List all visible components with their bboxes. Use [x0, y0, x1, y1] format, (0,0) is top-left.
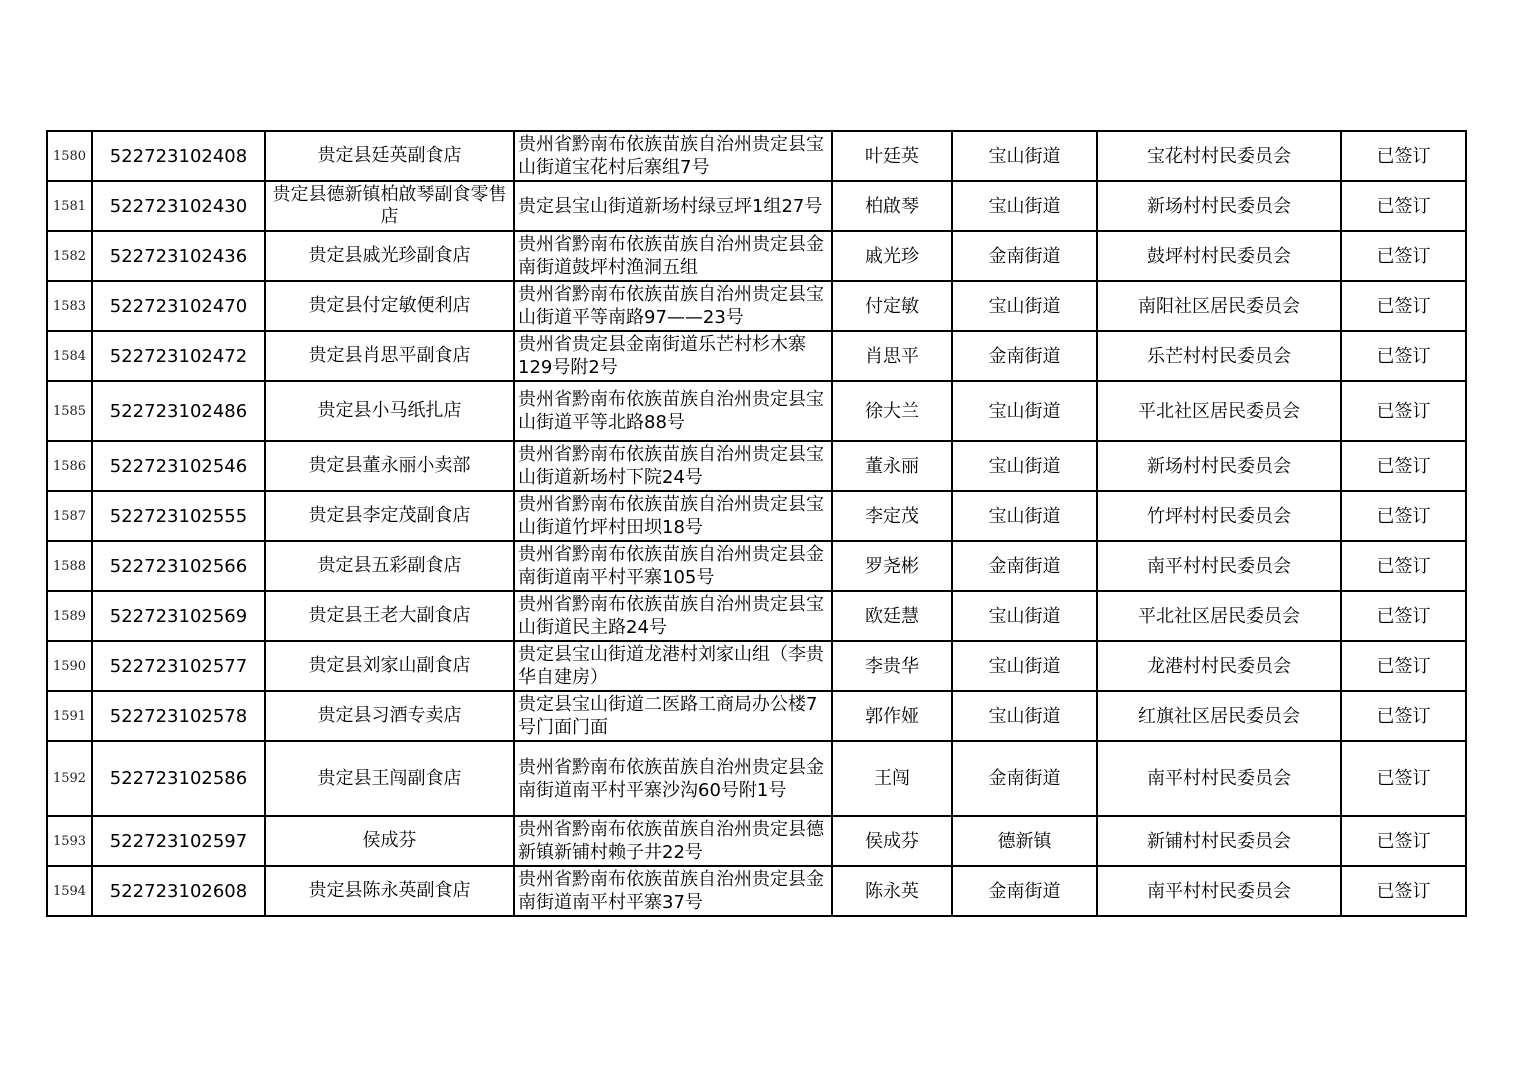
table-row	[47, 381, 1466, 441]
table-row	[47, 441, 1466, 491]
table-row	[47, 331, 1466, 381]
committee-cell: 龙港村村民委员会	[1097, 641, 1341, 691]
table-row	[47, 641, 1466, 691]
street-cell: 宝山街道	[952, 181, 1097, 231]
street-cell: 宝山街道	[952, 131, 1097, 181]
code-cell: 522723102486	[92, 381, 265, 441]
sequence-cell: 1582	[47, 231, 92, 281]
address-cell: 贵定县宝山街道新场村绿豆坪1组27号	[514, 181, 832, 231]
store-name-cell: 贵定县肖思平副食店	[265, 331, 514, 381]
committee-cell: 新铺村村民委员会	[1097, 816, 1341, 866]
street-cell: 宝山街道	[952, 491, 1097, 541]
person-cell: 徐大兰	[832, 381, 952, 441]
address-cell: 贵定县宝山街道龙港村刘家山组（李贵华自建房）	[514, 641, 832, 691]
sequence-cell: 1594	[47, 866, 92, 916]
person-cell: 李贵华	[832, 641, 952, 691]
committee-cell: 平北社区居民委员会	[1097, 381, 1341, 441]
sequence-cell: 1581	[47, 181, 92, 231]
status-cell: 已签订	[1341, 331, 1466, 381]
table-row	[47, 816, 1466, 866]
table-row	[47, 741, 1466, 816]
person-cell: 王闯	[832, 741, 952, 816]
committee-cell: 南平村村民委员会	[1097, 541, 1341, 591]
committee-cell: 新场村村民委员会	[1097, 441, 1341, 491]
street-cell: 金南街道	[952, 331, 1097, 381]
sequence-cell: 1590	[47, 641, 92, 691]
address-cell: 贵州省黔南布依族苗族自治州贵定县金南街道南平村平寨沙沟60号附1号	[514, 741, 832, 816]
person-cell: 付定敏	[832, 281, 952, 331]
sequence-cell: 1587	[47, 491, 92, 541]
store-registry-table	[46, 130, 1467, 917]
person-cell: 陈永英	[832, 866, 952, 916]
table-row	[47, 491, 1466, 541]
committee-cell: 南阳社区居民委员会	[1097, 281, 1341, 331]
table-row	[47, 281, 1466, 331]
code-cell: 522723102608	[92, 866, 265, 916]
status-cell: 已签订	[1341, 231, 1466, 281]
committee-cell: 竹坪村村民委员会	[1097, 491, 1341, 541]
street-cell: 宝山街道	[952, 441, 1097, 491]
status-cell: 已签订	[1341, 181, 1466, 231]
store-name-cell: 贵定县刘家山副食店	[265, 641, 514, 691]
store-name-cell: 贵定县李定茂副食店	[265, 491, 514, 541]
store-name-cell: 贵定县董永丽小卖部	[265, 441, 514, 491]
table-row	[47, 591, 1466, 641]
status-cell: 已签订	[1341, 691, 1466, 741]
committee-cell: 新场村村民委员会	[1097, 181, 1341, 231]
person-cell: 罗尧彬	[832, 541, 952, 591]
committee-cell: 鼓坪村村民委员会	[1097, 231, 1341, 281]
address-cell: 贵州省黔南布依族苗族自治州贵定县宝山街道新场村下院24号	[514, 441, 832, 491]
status-cell: 已签订	[1341, 641, 1466, 691]
address-cell: 贵州省黔南布依族苗族自治州贵定县金南街道鼓坪村渔洞五组	[514, 231, 832, 281]
person-cell: 柏啟琴	[832, 181, 952, 231]
person-cell: 叶廷英	[832, 131, 952, 181]
person-cell: 董永丽	[832, 441, 952, 491]
sequence-cell: 1585	[47, 381, 92, 441]
person-cell: 欧廷慧	[832, 591, 952, 641]
store-name-cell: 贵定县王闯副食店	[265, 741, 514, 816]
sequence-cell: 1593	[47, 816, 92, 866]
person-cell: 侯成芬	[832, 816, 952, 866]
status-cell: 已签订	[1341, 591, 1466, 641]
store-name-cell: 贵定县陈永英副食店	[265, 866, 514, 916]
address-cell: 贵州省黔南布依族苗族自治州贵定县宝山街道平等北路88号	[514, 381, 832, 441]
sequence-cell: 1592	[47, 741, 92, 816]
street-cell: 德新镇	[952, 816, 1097, 866]
code-cell: 522723102546	[92, 441, 265, 491]
table-row	[47, 541, 1466, 591]
street-cell: 金南街道	[952, 741, 1097, 816]
store-name-cell: 贵定县王老大副食店	[265, 591, 514, 641]
code-cell: 522723102566	[92, 541, 265, 591]
table-row	[47, 181, 1466, 231]
address-cell: 贵定县宝山街道二医路工商局办公楼7号门面门面	[514, 691, 832, 741]
address-cell: 贵州省黔南布依族苗族自治州贵定县宝山街道民主路24号	[514, 591, 832, 641]
store-name-cell: 贵定县廷英副食店	[265, 131, 514, 181]
table-row	[47, 691, 1466, 741]
status-cell: 已签订	[1341, 816, 1466, 866]
sequence-cell: 1584	[47, 331, 92, 381]
store-name-cell: 贵定县小马纸扎店	[265, 381, 514, 441]
store-name-cell: 贵定县德新镇柏啟琴副食零售店	[265, 181, 514, 231]
sequence-cell: 1589	[47, 591, 92, 641]
address-cell: 贵州省黔南布依族苗族自治州贵定县宝山街道平等南路97——23号	[514, 281, 832, 331]
address-cell: 贵州省黔南布依族苗族自治州贵定县德新镇新铺村赖子井22号	[514, 816, 832, 866]
store-name-cell: 贵定县付定敏便利店	[265, 281, 514, 331]
street-cell: 宝山街道	[952, 641, 1097, 691]
store-name-cell: 侯成芬	[265, 816, 514, 866]
code-cell: 522723102569	[92, 591, 265, 641]
person-cell: 戚光珍	[832, 231, 952, 281]
table-row	[47, 131, 1466, 181]
status-cell: 已签订	[1341, 491, 1466, 541]
person-cell: 郭作娅	[832, 691, 952, 741]
committee-cell: 南平村村民委员会	[1097, 866, 1341, 916]
address-cell: 贵州省黔南布依族苗族自治州贵定县金南街道南平村平寨105号	[514, 541, 832, 591]
code-cell: 522723102472	[92, 331, 265, 381]
address-cell: 贵州省黔南布依族苗族自治州贵定县宝山街道竹坪村田坝18号	[514, 491, 832, 541]
sequence-cell: 1583	[47, 281, 92, 331]
code-cell: 522723102436	[92, 231, 265, 281]
code-cell: 522723102470	[92, 281, 265, 331]
table-row	[47, 231, 1466, 281]
street-cell: 宝山街道	[952, 381, 1097, 441]
status-cell: 已签订	[1341, 381, 1466, 441]
code-cell: 522723102408	[92, 131, 265, 181]
person-cell: 肖思平	[832, 331, 952, 381]
status-cell: 已签订	[1341, 541, 1466, 591]
code-cell: 522723102577	[92, 641, 265, 691]
store-name-cell: 贵定县戚光珍副食店	[265, 231, 514, 281]
store-name-cell: 贵定县五彩副食店	[265, 541, 514, 591]
status-cell: 已签订	[1341, 741, 1466, 816]
code-cell: 522723102586	[92, 741, 265, 816]
committee-cell: 宝花村村民委员会	[1097, 131, 1341, 181]
table-body	[47, 131, 1466, 916]
street-cell: 宝山街道	[952, 281, 1097, 331]
table-row	[47, 866, 1466, 916]
code-cell: 522723102555	[92, 491, 265, 541]
committee-cell: 平北社区居民委员会	[1097, 591, 1341, 641]
committee-cell: 红旗社区居民委员会	[1097, 691, 1341, 741]
sequence-cell: 1586	[47, 441, 92, 491]
code-cell: 522723102597	[92, 816, 265, 866]
street-cell: 金南街道	[952, 231, 1097, 281]
address-cell: 贵州省黔南布依族苗族自治州贵定县金南街道南平村平寨37号	[514, 866, 832, 916]
person-cell: 李定茂	[832, 491, 952, 541]
store-name-cell: 贵定县习酒专卖店	[265, 691, 514, 741]
street-cell: 宝山街道	[952, 591, 1097, 641]
status-cell: 已签订	[1341, 281, 1466, 331]
status-cell: 已签订	[1341, 131, 1466, 181]
address-cell: 贵州省贵定县金南街道乐芒村杉木寨129号附2号	[514, 331, 832, 381]
code-cell: 522723102578	[92, 691, 265, 741]
committee-cell: 南平村村民委员会	[1097, 741, 1341, 816]
street-cell: 金南街道	[952, 866, 1097, 916]
street-cell: 宝山街道	[952, 691, 1097, 741]
sequence-cell: 1591	[47, 691, 92, 741]
sequence-cell: 1580	[47, 131, 92, 181]
address-cell: 贵州省黔南布依族苗族自治州贵定县宝山街道宝花村后寨组7号	[514, 131, 832, 181]
street-cell: 金南街道	[952, 541, 1097, 591]
committee-cell: 乐芒村村民委员会	[1097, 331, 1341, 381]
status-cell: 已签订	[1341, 866, 1466, 916]
status-cell: 已签订	[1341, 441, 1466, 491]
sequence-cell: 1588	[47, 541, 92, 591]
code-cell: 522723102430	[92, 181, 265, 231]
